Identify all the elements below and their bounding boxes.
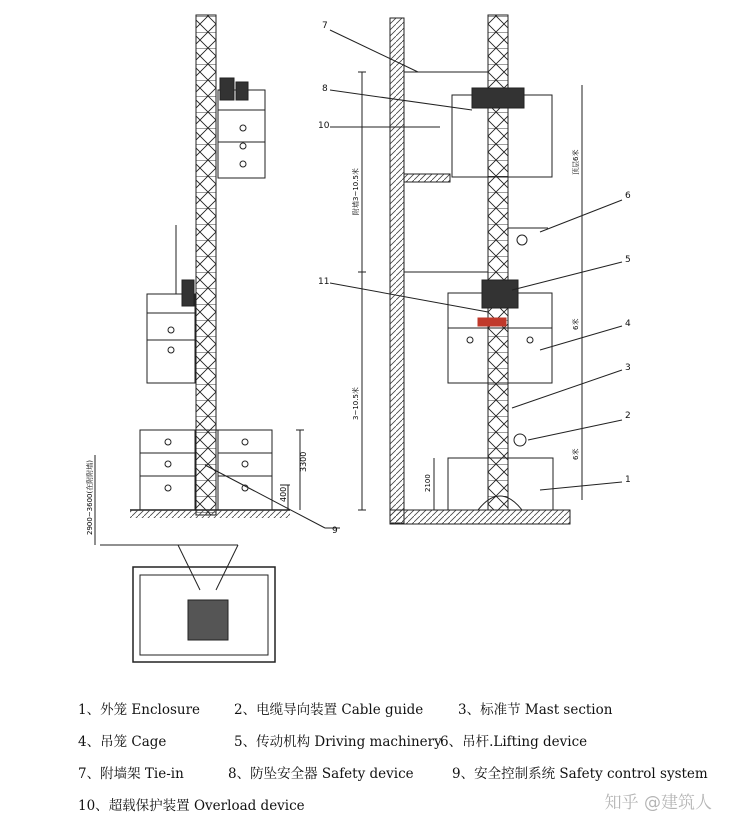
- legend-item-9: 9、安全控制系统 Safety control system: [452, 766, 708, 782]
- dim-right-mid-6m: 6米: [572, 318, 580, 330]
- callout-5: 5: [625, 255, 631, 265]
- dim-right-bottom-6m: 6米: [572, 448, 580, 460]
- callout-11: 11: [318, 277, 330, 287]
- dim-right-top-span: 附墙3~10.5米: [352, 168, 360, 215]
- dim-right-mid-span: 3~10.5米: [352, 387, 360, 420]
- left-mast: [196, 15, 216, 515]
- legend-item-1: 1、外笼 Enclosure: [78, 702, 201, 718]
- dim-400: 400: [279, 486, 288, 502]
- callout-4: 4: [625, 319, 631, 329]
- callout-6: 6: [625, 191, 631, 201]
- legend-item-2: 2、电缆导向装置 Cable guide: [234, 702, 424, 718]
- legend-item-5: 5、传动机构 Driving machinery: [234, 734, 442, 750]
- dim-3300: 3300: [299, 451, 308, 472]
- watermark: 知乎 @建筑人: [604, 793, 712, 813]
- callout-2: 2: [625, 411, 631, 421]
- callout-9: 9: [332, 526, 338, 536]
- wall: [390, 18, 404, 523]
- dim-right-top-limit: 顶层6米: [572, 149, 580, 175]
- legend-item-10: 10、超载保护装置 Overload device: [78, 798, 305, 814]
- legend-item-6: 6、吊杆.Lifting device: [440, 734, 588, 750]
- legend-item-7: 7、附墙架 Tie-in: [78, 766, 184, 782]
- right-elevation: [330, 15, 622, 524]
- plan-view: [100, 545, 275, 662]
- callout-7: 7: [322, 21, 328, 31]
- legend-item-3: 3、标准节 Mast section: [458, 702, 613, 718]
- legend-item-4: 4、吊笼 Cage: [78, 734, 167, 750]
- callout-1: 1: [625, 475, 631, 485]
- callout-10: 10: [318, 121, 330, 131]
- callout-8: 8: [322, 84, 328, 94]
- legend-item-8: 8、防坠安全器 Safety device: [228, 766, 414, 782]
- left-lower-cage: [147, 313, 195, 383]
- dim-pit: 2900~3600(在附附墙): [86, 460, 94, 535]
- dim-2100: 2100: [424, 474, 432, 492]
- callout-3: 3: [625, 363, 631, 373]
